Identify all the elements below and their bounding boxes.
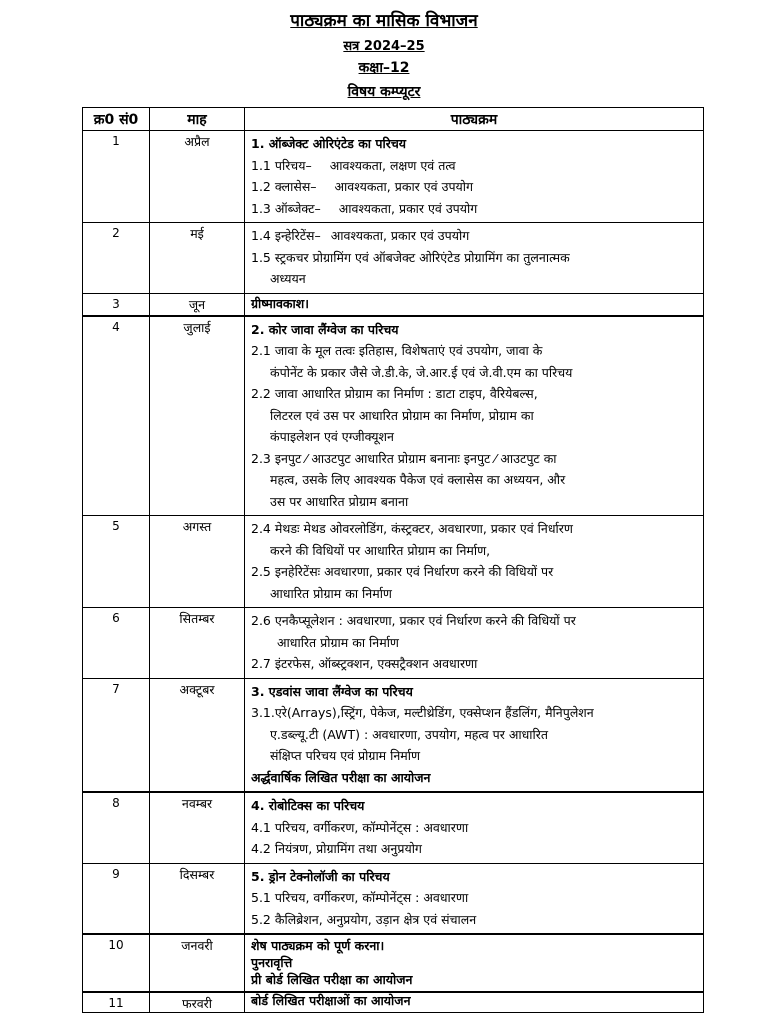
- topic-line: 2.1 जावा के मूल तत्वः इतिहास, विशेषताएं एवं उपयोग, जावा के: [251, 343, 543, 358]
- cell-sno: 10: [83, 934, 150, 992]
- topic-line: 1.3 ऑब्जेक्ट– आवश्यकता, प्रकार एवं उपयोग: [251, 200, 478, 216]
- cell-syllabus: [245, 678, 704, 792]
- cell-month: नवम्बर: [150, 792, 245, 863]
- topic-line: बोर्ड लिखित परीक्षाओं का आयोजन: [251, 993, 411, 1008]
- cell-sno: 4: [83, 316, 150, 516]
- cell-syllabus: [245, 608, 704, 679]
- topic-line: पुनरावृत्ति: [251, 955, 293, 970]
- cell-month: सितम्बर: [150, 608, 245, 679]
- topic-line: कंपोनेंट के प्रकार जैसे जे.डी.के, जे.आर.ई एवं जे.वी.एम का परिचय: [270, 364, 573, 380]
- cell-month: अगस्त: [150, 516, 245, 608]
- topic-line: 3.1.एरे(Arrays),स्ट्रिंग, पेकेज, मल्टीथ्रेडिंग, एक्सेप्शन हैंडलिंग, मैनिपुलेशन: [251, 705, 594, 720]
- cell-syllabus: [245, 934, 704, 992]
- topic-line: 2.2 जावा आधारित प्रोग्राम का निर्माण : डाटा टाइप, वैरियेबल्स,: [251, 386, 538, 401]
- table-header-row: [83, 108, 704, 131]
- topic-line: 2.6 एनकैप्सूलेशन : अवधारणा, प्रकार एवं निर्धारण करने की विधियों पर: [251, 613, 576, 628]
- topic-line: 5.1 परिचय, वर्गीकरण, कॉम्पोनेंट्स : अवधारणा: [251, 890, 469, 905]
- table-row: [83, 516, 704, 608]
- topic-line: 4.1 परिचय, वर्गीकरण, कॉम्पोनेंट्स : अवधारणा: [251, 819, 469, 835]
- topic-heading: 3. एडवांस जावा लैंग्वेज का परिचय: [251, 683, 413, 699]
- cell-sno: 3: [83, 293, 150, 316]
- table-row: [83, 316, 704, 516]
- page-title: पाठ्यक्रम का मासिक विभाजन: [290, 11, 478, 31]
- table-row: [83, 293, 704, 316]
- topic-line: 5.2 कैलिब्रेशन, अनुप्रयोग, उड़ान क्षेत्र एवं संचालन: [251, 911, 477, 927]
- syllabus-table: [82, 107, 704, 1013]
- cell-syllabus: [245, 992, 704, 1013]
- topic-heading: 4. रोबोटिक्स का परिचय: [251, 798, 365, 813]
- cell-month: अक्टूबर: [150, 678, 245, 792]
- topic-line: 2.5 इनहेरिटेंसः अवधारणा, प्रकार एवं निर्धारण करने की विधियों पर: [251, 564, 554, 579]
- cell-sno: 2: [83, 223, 150, 294]
- cell-month: जनवरी: [150, 934, 245, 992]
- cell-syllabus: [245, 516, 704, 608]
- class-line: कक्षा–12: [358, 60, 410, 76]
- col-header-sno: क्र0 सं0: [83, 108, 150, 131]
- cell-month: दिसम्बर: [150, 863, 245, 934]
- topic-line: शेष पाठ्यक्रम को पूर्ण करना।: [251, 938, 385, 953]
- topic-heading: 5. ड्रोन टेक्नोलॉजी का परिचय: [251, 868, 390, 884]
- table-row: [83, 131, 704, 223]
- cell-syllabus: [245, 223, 704, 294]
- topic-line: 1.2 क्लासेस– आवश्यकता, प्रकार एवं उपयोग: [251, 179, 474, 194]
- topic-line: ए.डब्ल्यू.टी (AWT) : अवधारणा, उपयोग, महत्व पर आधारित: [270, 726, 549, 742]
- cell-month: अप्रैल: [150, 131, 245, 223]
- table-row: [83, 223, 704, 294]
- cell-sno: 9: [83, 863, 150, 934]
- subject-line: विषय कम्प्यूटर: [347, 84, 421, 100]
- cell-sno: 5: [83, 516, 150, 608]
- topic-line: 1.4 इन्हेरिटेंस– आवश्यकता, प्रकार एवं उपयोग: [251, 228, 470, 243]
- topic-line: प्री बोर्ड लिखित परीक्षा का आयोजन: [251, 972, 413, 987]
- col-header-syllabus: पाठ्यक्रम: [245, 108, 704, 131]
- topic-line: संक्षिप्त परिचय एवं प्रोग्राम निर्माण: [270, 748, 421, 763]
- table-row: [83, 608, 704, 679]
- col-header-month: माह: [150, 108, 245, 131]
- topic-line: 4.2 नियंत्रण, प्रोग्रामिंग तथा अनुप्रयोग: [251, 841, 422, 856]
- session-line: सत्र 2024–25: [343, 39, 425, 54]
- table-row: [83, 992, 704, 1013]
- topic-heading: 2. कोर जावा लैंग्वेज का परिचय: [251, 321, 399, 337]
- cell-month: जून: [150, 293, 245, 316]
- cell-month: मई: [150, 223, 245, 294]
- exam-note: अर्द्धवार्षिक लिखित परीक्षा का आयोजन: [251, 769, 431, 785]
- cell-sno: 11: [83, 992, 150, 1013]
- topic-line: आधारित प्रोग्राम का निर्माण: [270, 585, 392, 601]
- cell-sno: 7: [83, 678, 150, 792]
- cell-syllabus: [245, 316, 704, 516]
- cell-sno: 6: [83, 608, 150, 679]
- cell-syllabus: [245, 863, 704, 934]
- topic-line: कंपाइलेशन एवं एग्जीक्यूशन: [270, 429, 394, 444]
- topic-line: 2.3 इनपुट ⁄ आउटपुट आधारित प्रोग्राम बनानाः इनपुट ⁄ आउटपुट का: [251, 450, 557, 466]
- cell-sno: 8: [83, 792, 150, 863]
- cell-syllabus: [245, 792, 704, 863]
- topic-line: 2.7 इंटरफेस, ऑब्स्ट्रक्शन, एक्सट्रैक्शन अवधारणा: [251, 656, 478, 671]
- cell-syllabus: [245, 293, 704, 316]
- topic-heading: 1. ऑब्जेक्ट ओरिएंटेड का परिचय: [251, 136, 407, 151]
- cell-sno: 1: [83, 131, 150, 223]
- table-row: [83, 678, 704, 792]
- topic-line: 1.5 स्ट्रकचर प्रोग्रामिंग एवं ऑबजेक्ट ओरिएंटेड प्रोग्रामिंग का तुलनात्मक: [251, 249, 570, 265]
- topic-line: महत्व, उसके लिए आवश्यक पैकेज एवं क्लासेस का अध्ययन, और: [270, 472, 566, 487]
- topic-line: आधारित प्रोग्राम का निर्माण: [277, 634, 399, 650]
- topic-heading: ग्रीष्मावकाश।: [251, 295, 309, 311]
- table-row: [83, 792, 704, 863]
- topic-line: अध्ययन: [270, 271, 306, 286]
- table-row: [83, 934, 704, 992]
- topic-line: उस पर आधारित प्रोग्राम बनाना: [270, 493, 409, 509]
- topic-line: लिटरल एवं उस पर आधारित प्रोग्राम का निर्माण, प्रोग्राम का: [270, 407, 534, 423]
- table-row: [83, 863, 704, 934]
- topic-line: 2.4 मेथडः मेथड ओवरलोडिंग, कंस्ट्रक्टर, अवधारणा, प्रकार एवं निर्धारण: [251, 521, 573, 536]
- topic-line: करने की विधियों पर आधारित प्रोग्राम का निर्माण,: [270, 542, 491, 558]
- topic-line: 1.1 परिचय– आवश्यकता, लक्षण एवं तत्व: [251, 157, 456, 173]
- cell-syllabus: [245, 131, 704, 223]
- cell-month: फरवरी: [150, 992, 245, 1013]
- cell-month: जुलाई: [150, 316, 245, 516]
